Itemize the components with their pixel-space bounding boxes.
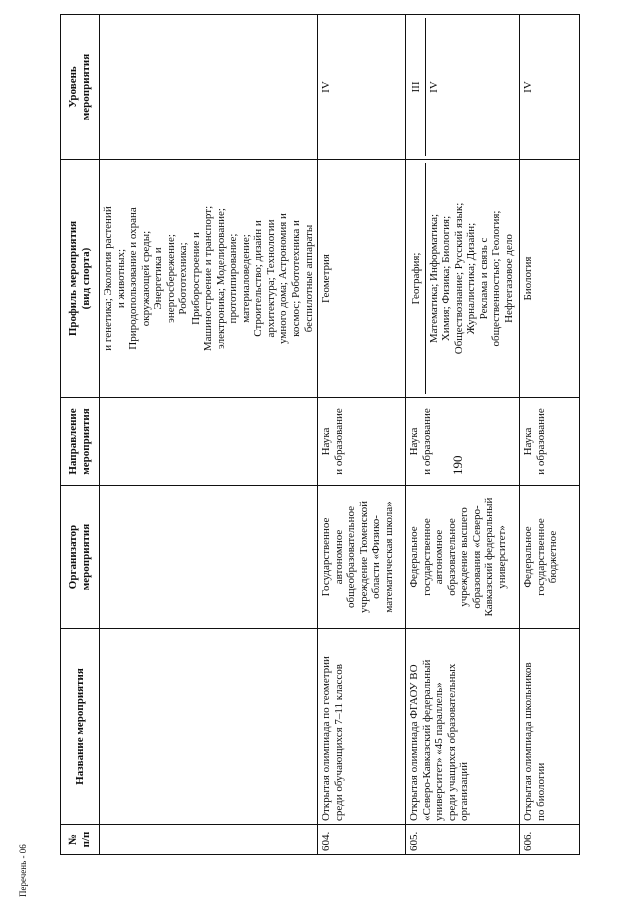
footer-label: Перечень - 06 — [18, 844, 28, 897]
header-direction: Направление мероприятия — [61, 398, 100, 486]
row-num — [100, 825, 318, 855]
row-profile: и генетика; Экология растений и животных; Природопользование и охрана окружающей среды; Энергетика и энергосбережение; Робототехника; Приборостроение и Машиностроение и транспорт; электроника; Моделирование; прототипирование; материаловедение; Строительство; дизайн и архитектура; Технологии умного дома; Астрономия и космос; Робототехника и беспилотные аппараты — [100, 160, 318, 398]
row-organizer: Государственное автономное общеобразовательное учреждение Тюменской области «Физико- математическая школа» — [318, 486, 406, 629]
row-level-a: III — [408, 18, 426, 156]
row-level: IV — [520, 15, 580, 160]
header-level: Уровень мероприятия — [61, 15, 100, 160]
row-level-b: IV — [427, 81, 440, 93]
row-profile: Геометрия — [318, 160, 406, 398]
table-row — [100, 15, 318, 855]
row-level-split — [406, 15, 520, 160]
header-profile: Профиль мероприятия (вид спорта) — [61, 160, 100, 398]
page-number: 190 — [450, 455, 465, 475]
header-num: № п/п — [61, 825, 100, 855]
row-organizer — [100, 486, 318, 629]
row-num: 604. — [318, 825, 406, 855]
row-direction — [100, 398, 318, 486]
events-table — [60, 14, 580, 855]
row-name: Открытая олимпиада ФГАОУ ВО «Северо-Кавказский федеральный университет» «45 параллель» среди учащихся образовательных организаций — [406, 629, 520, 825]
row-profile: Биология — [520, 160, 580, 398]
header-name: Название мероприятия — [61, 629, 100, 825]
row-profile-split — [406, 160, 520, 398]
row-num: 605. — [406, 825, 520, 855]
row-level: IV — [318, 15, 406, 160]
row-name: Открытая олимпиада по геометрии среди обучающихся 7–11 классов — [318, 629, 406, 825]
header-organizer: Организатор мероприятия — [61, 486, 100, 629]
row-organizer: Федеральное государственное автономное образовательное учреждение высшего образования «Северо- Кавказский федеральный университет» — [406, 486, 520, 629]
table-row — [406, 15, 520, 855]
table-row — [520, 15, 580, 855]
row-level — [100, 15, 318, 160]
table-row — [318, 15, 406, 855]
row-profile-b: Математика; Информатика; Химия; Физика; Биология; Обществознание; Русский язык; Журналистика; Дизайн; Реклама и связь с общественностью; Геология; Нефтегазовое дело — [427, 202, 515, 355]
row-direction: Наука и образование — [406, 398, 520, 486]
table-header-row — [61, 15, 100, 855]
row-direction: Наука и образование — [520, 398, 580, 486]
row-name — [100, 629, 318, 825]
row-direction: Наука и образование — [318, 398, 406, 486]
row-profile-a: География; — [408, 163, 426, 394]
row-num: 606. — [520, 825, 580, 855]
row-organizer: Федеральное государственное бюджетное — [520, 486, 580, 629]
row-name: Открытая олимпиада школьников по биологии — [520, 629, 580, 825]
